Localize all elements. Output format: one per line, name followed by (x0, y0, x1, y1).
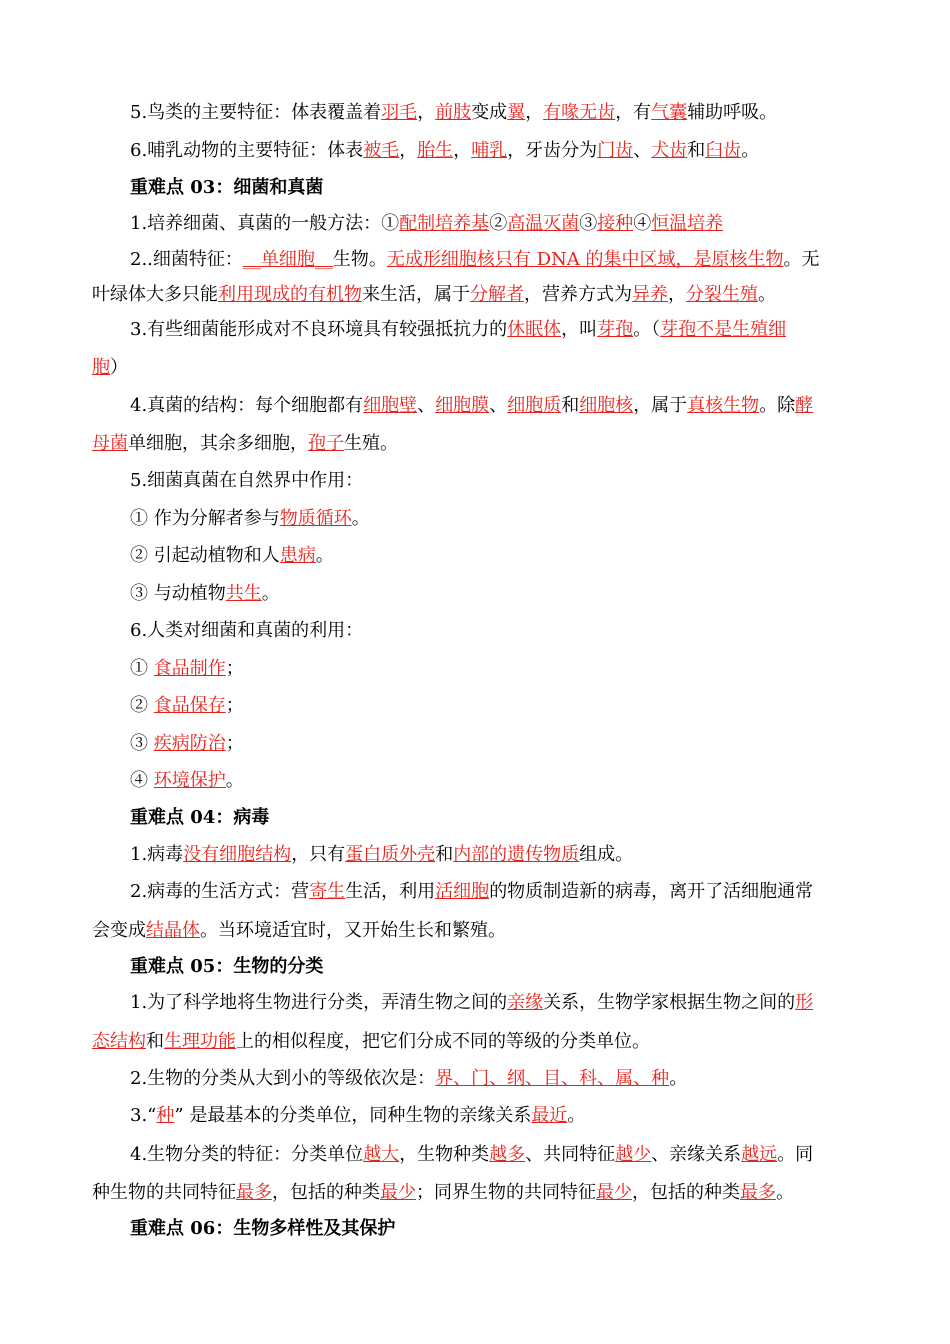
answer-fill: 最少 (380, 1182, 416, 1203)
text: 种生物的共同特征 (92, 1182, 236, 1203)
answer-fill: 气囊 (651, 102, 688, 123)
text: 哺乳动物的主要特征：体表 (147, 140, 364, 161)
classification-3 (130, 1104, 900, 1128)
answer-fill: 配制培养基 (399, 213, 490, 234)
text: ，牙齿分为 (507, 140, 598, 161)
answer-fill: 恒温培养 (651, 213, 724, 234)
text: 。 (315, 545, 334, 566)
text: ， (453, 140, 472, 161)
text: 。（ (633, 319, 661, 340)
answer-fill: 生理功能 (164, 1031, 236, 1052)
text: 1.病毒 (130, 844, 184, 865)
text: 上的相似程度，把它们分成不同的等级的分类单位。 (236, 1031, 650, 1052)
human-use-1 (130, 657, 900, 681)
classification-4-line2 (92, 1181, 862, 1205)
text: ，叫 (561, 319, 598, 340)
text: 。无 (783, 249, 820, 270)
classification-2 (130, 1067, 900, 1091)
text: 和 (561, 395, 580, 416)
answer-fill: 最多 (236, 1182, 272, 1203)
answer-fill: 胎生 (417, 140, 454, 161)
text: ， (417, 102, 436, 123)
text: ； (225, 733, 244, 754)
answer-fill: 真核生物 (687, 395, 760, 416)
answer-fill: 母菌 (92, 433, 128, 454)
text: 的物质制造新的病毒，离开了活细胞通常 (489, 881, 814, 902)
answer-fill: 寄生 (309, 881, 346, 902)
text: 和 (687, 140, 706, 161)
text: ； (225, 658, 244, 679)
human-use-2 (130, 694, 900, 718)
classification-1-line1 (130, 991, 900, 1015)
bird-features (130, 101, 900, 125)
text: 2.生物的分类从大到小的等级依次是： (130, 1068, 436, 1089)
answer-fill: 环境保护 (153, 770, 226, 791)
answer-fill: 内部的遗传物质 (453, 844, 580, 865)
answer-fill: 胞 (92, 357, 110, 378)
answer-fill: 有喙无齿 (543, 102, 616, 123)
answer-fill: 最近 (531, 1105, 568, 1126)
answer-fill: 没有细胞结构 (183, 844, 292, 865)
answer-fill: 无成形细胞核只有 DNA 的集中区域，是原核生物 (386, 249, 784, 270)
text: ④ (130, 770, 154, 791)
text: ② (489, 213, 508, 234)
answer-fill: 芽孢 (597, 319, 634, 340)
virus-life-line2 (92, 919, 862, 943)
fungi-line1 (130, 394, 900, 418)
culture-method (130, 212, 900, 236)
answer-fill: 活细胞 (435, 881, 490, 902)
text: ， (668, 284, 686, 305)
text: 和 (146, 1031, 164, 1052)
answer-fill: 孢子 (308, 433, 344, 454)
answer-fill: 门齿 (597, 140, 634, 161)
text: 。 (351, 508, 370, 529)
text: ，生物种类 (399, 1144, 490, 1165)
answer-fill: 种 (156, 1105, 175, 1126)
text: 。 (758, 284, 776, 305)
answer-fill: 最多 (740, 1182, 776, 1203)
answer-fill: 食品制作 (153, 658, 226, 679)
text: ” 是最基本的分类单位，同种生物的亲缘关系 (174, 1105, 532, 1126)
text: 生殖。 (344, 433, 398, 454)
text: 生活，利用 (345, 881, 436, 902)
answer-fill: 被毛 (363, 140, 400, 161)
text: ； (225, 695, 244, 716)
nature-roles-title: 5.细菌真菌在自然界中作用： (130, 470, 364, 491)
classification-4-line1 (130, 1143, 900, 1167)
answer-fill: 细胞质 (507, 395, 562, 416)
answer-fill: 异养 (632, 284, 668, 305)
answer-fill: 犬齿 (651, 140, 688, 161)
text: 辅助呼吸。 (687, 102, 778, 123)
human-use-4 (130, 769, 900, 793)
text: ） (110, 357, 128, 378)
text: ② 引起动植物和人 (130, 545, 280, 566)
text: 。 (225, 770, 244, 791)
text: 组成。 (579, 844, 634, 865)
section-heading-04: 重难点 04：病毒 (130, 807, 270, 828)
answer-fill: 界、门、纲、目、科、属、种 (435, 1068, 670, 1089)
answer-fill: 患病 (279, 545, 316, 566)
answer-fill: 休眠体 (507, 319, 562, 340)
answer-fill: 羽毛 (381, 102, 418, 123)
answer-fill: 翼 (507, 102, 526, 123)
spore-line1 (130, 318, 900, 342)
text: ，属于 (633, 395, 688, 416)
text: 。同 (777, 1144, 814, 1165)
text: 、 (417, 395, 436, 416)
text: 2.病毒的生活方式：营 (130, 881, 310, 902)
answer-fill: 高温灭菌 (507, 213, 580, 234)
text: 变成 (471, 102, 508, 123)
section-heading-06: 重难点 06：生物多样性及其保护 (130, 1218, 396, 1239)
virus-life-line1 (130, 880, 900, 904)
answer-fill: 共生 (225, 583, 262, 604)
answer-fill: 酵 (795, 395, 814, 416)
text: 。 (261, 583, 280, 604)
text: 生物。 (332, 249, 387, 270)
nature-role-3 (130, 582, 900, 606)
text: 和 (435, 844, 454, 865)
fungi-line2 (92, 432, 862, 456)
nature-role-2 (130, 544, 900, 568)
spore-line2 (92, 356, 862, 380)
text: 4.真菌的结构：每个细胞都有 (130, 395, 364, 416)
answer-fill: 态结构 (92, 1031, 146, 1052)
text: ；同界生物的共同特征 (416, 1182, 596, 1203)
answer-fill: 疾病防治 (153, 733, 226, 754)
text: ③ (130, 733, 154, 754)
virus-structure (130, 843, 900, 867)
text: 、亲缘关系 (651, 1144, 742, 1165)
text: 鸟类的主要特征：体表覆盖着 (147, 102, 382, 123)
human-use-3 (130, 732, 900, 756)
section-heading-05: 重难点 05：生物的分类 (130, 956, 324, 977)
text: 6. (130, 140, 148, 161)
text: 3.“ (130, 1105, 157, 1126)
answer-fill: 食品保存 (153, 695, 226, 716)
mammal-features (130, 139, 900, 163)
answer-fill: 越大 (363, 1144, 400, 1165)
answer-fill: __单细胞__ (242, 249, 333, 270)
text: 1.为了科学地将生物进行分类，弄清生物之间的 (130, 992, 508, 1013)
bacteria-features-line1 (130, 248, 900, 272)
classification-1-line2 (92, 1030, 862, 1054)
text: 、 (489, 395, 508, 416)
answer-fill: 蛋白质外壳 (345, 844, 436, 865)
text: 5. (130, 102, 148, 123)
answer-fill: 形 (795, 992, 814, 1013)
answer-fill: 最少 (596, 1182, 632, 1203)
text: ③ 与动植物 (130, 583, 226, 604)
text: ，包括的种类 (632, 1182, 740, 1203)
section-heading-03: 重难点 03：细菌和真菌 (130, 177, 324, 198)
text: ① 作为分解者参与 (130, 508, 280, 529)
answer-fill: 亲缘 (507, 992, 544, 1013)
answer-fill: 哺乳 (471, 140, 508, 161)
text: 会变成 (92, 920, 146, 941)
answer-fill: 结晶体 (146, 920, 200, 941)
answer-fill: 臼齿 (705, 140, 742, 161)
bacteria-features-line2 (92, 283, 862, 307)
text: 。 (741, 140, 760, 161)
answer-fill: 细胞壁 (363, 395, 418, 416)
text: 、共同特征 (525, 1144, 616, 1165)
text: ② (130, 695, 154, 716)
text: 单细胞，其余多细胞， (128, 433, 308, 454)
text: 4.生物分类的特征：分类单位 (130, 1144, 364, 1165)
answer-fill: 分解者 (470, 284, 524, 305)
text: 3.有些细菌能形成对不良环境具有较强抵抗力的 (130, 319, 508, 340)
answer-fill: 前肢 (435, 102, 472, 123)
text: ① (130, 658, 154, 679)
nature-role-1 (130, 507, 900, 531)
text: 2..细菌特征： (130, 249, 243, 270)
text: ， (399, 140, 418, 161)
answer-fill: 分裂生殖 (686, 284, 758, 305)
human-uses-title: 6.人类对细菌和真菌的利用： (130, 620, 364, 641)
text: 。 (669, 1068, 688, 1089)
answer-fill: 细胞膜 (435, 395, 490, 416)
answer-fill: 越远 (741, 1144, 778, 1165)
text: 。 (776, 1182, 794, 1203)
text: ③ (579, 213, 598, 234)
text: 、 (633, 140, 652, 161)
text: 叶绿体大多只能 (92, 284, 218, 305)
answer-fill: 越少 (615, 1144, 652, 1165)
answer-fill: 细胞核 (579, 395, 634, 416)
text: ，只有 (291, 844, 346, 865)
text: 。当环境适宜时，又开始生长和繁殖。 (200, 920, 506, 941)
text: 1.培养细菌、真菌的一般方法：① (130, 213, 400, 234)
text: ④ (633, 213, 652, 234)
text: ，有 (615, 102, 652, 123)
text: ，包括的种类 (272, 1182, 380, 1203)
answer-fill: 物质循环 (279, 508, 352, 529)
answer-fill: 接种 (597, 213, 634, 234)
text: 来生活，属于 (362, 284, 470, 305)
text: 。除 (759, 395, 796, 416)
text: ， (525, 102, 544, 123)
answer-fill: 芽孢不是生殖细 (660, 319, 787, 340)
answer-fill: 越多 (489, 1144, 526, 1165)
text: 关系，生物学家根据生物之间的 (543, 992, 796, 1013)
answer-fill: 利用现成的有机物 (218, 284, 362, 305)
text: 。 (567, 1105, 586, 1126)
text: ，营养方式为 (524, 284, 632, 305)
